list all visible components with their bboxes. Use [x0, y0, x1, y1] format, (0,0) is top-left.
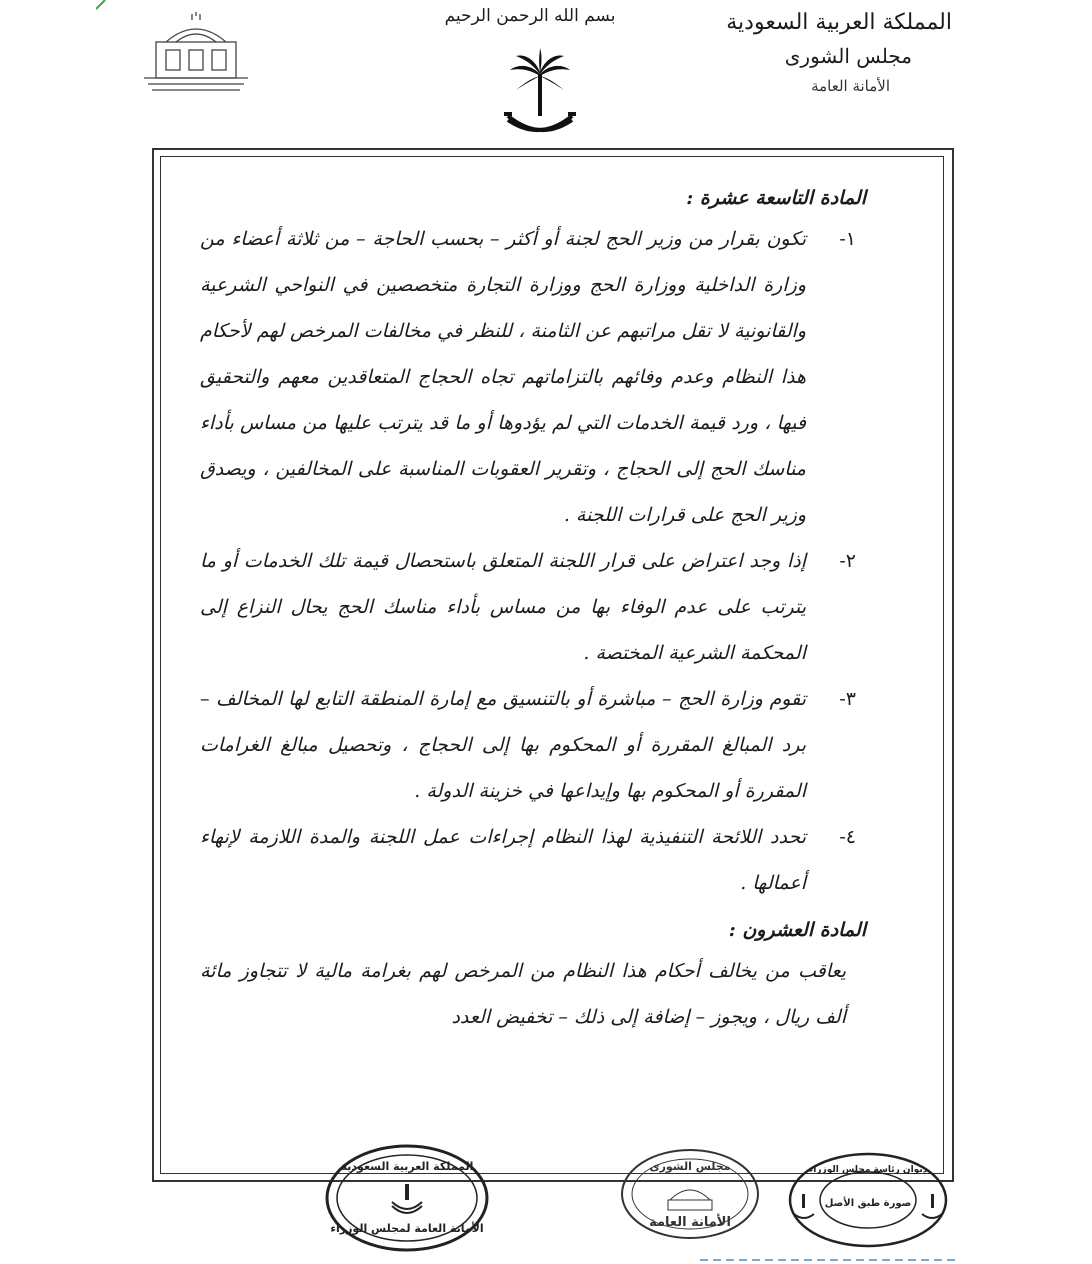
stamp-right-line2: صورة طبق الأصل	[824, 1198, 912, 1209]
true-copy-stamp	[786, 1150, 950, 1250]
palm-and-swords-emblem	[500, 46, 580, 146]
kingdom-name: المملكة العربية السعودية	[726, 10, 952, 35]
clause-text: تقوم وزارة الحج – مباشرة أو بالتنسيق مع إمارة المنطقة التابع لها المخالف – برد المبالغ المقررة أو المحكوم بها إلى الحجاج ، وتحصيل مبالغ الغرامات المقررة أو المحكوم بها وإيداعها في خزينة الدولة .	[200, 688, 806, 802]
building-logo	[136, 12, 256, 98]
stamp-right-line1: ديوان رئاسة مجلس الوزراء	[808, 1165, 928, 1175]
corner-mark	[96, 0, 116, 10]
stamp-middle-line1: مجلس الشورى	[649, 1160, 731, 1173]
council-name: مجلس الشورى	[784, 44, 912, 68]
article-19-clause-2	[200, 538, 866, 676]
bottom-print-strip	[700, 1254, 960, 1264]
clause-text: تحدد اللائحة التنفيذية لهذا النظام إجراءات عمل اللجنة والمدة اللازمة لإنهاء أعمالها .	[200, 826, 806, 894]
article-20-heading: المادة العشرون :	[728, 919, 866, 941]
article-20-text: يعاقب من يخالف أحكام هذا النظام من المرخص لهم بغرامة مالية لا تتجاوز مائة ألف ريال ، ويجوز – إضافة إلى ذلك – تخفيض العدد	[200, 960, 846, 1028]
stamp-middle-line2: الأمانة العامة	[649, 1215, 731, 1230]
secretariat-name: الأمانة العامة	[811, 77, 890, 95]
article-19-clause-4	[200, 814, 866, 906]
clause-number: ١-	[839, 228, 856, 250]
article-19-heading: المادة التاسعة عشرة :	[686, 187, 866, 209]
clause-number: ٢-	[839, 550, 856, 572]
shura-council-stamp	[618, 1144, 762, 1244]
clause-text: تكون بقرار من وزير الحج لجنة أو أكثر – بحسب الحاجة – من ثلاثة أعضاء من وزارة الداخلية ووزارة الحج ووزارة التجارة متخصصين في النواحي الشرعية والقانونية لا تقل مراتبهم عن الثامنة ، للنظر في مخالفات المرخص لهم لأحكام هذا النظام وعدم وفائهم بالتزاماتهم تجاه الحجاج المتعاقدين معهم والتحقيق فيها ، ورد قيمة الخدمات التي لم يؤدوها أو ما قد يترتب عليها من مساس بأداء مناسك الحج إلى الحجاج ، وتقرير العقوبات المناسبة على المخالفين ، ويصدق وزير الحج على قرارات اللجنة .	[200, 228, 806, 526]
clause-number: ٣-	[839, 688, 856, 710]
letterhead	[712, 6, 952, 100]
document-body	[200, 180, 866, 1040]
stamp-left-line1: المملكة العربية السعودية	[340, 1160, 474, 1173]
article-19-clause-1	[200, 216, 866, 538]
basmala: بسم الله الرحمن الرحيم	[444, 6, 616, 26]
secretariat-council-of-ministers-stamp	[322, 1140, 492, 1260]
stamp-left-line2: الأمانة العامة لمجلس الوزراء	[330, 1222, 484, 1235]
clause-number: ٤-	[839, 826, 856, 848]
clause-text: إذا وجد اعتراض على قرار اللجنة المتعلق باستحصال قيمة تلك الخدمات أو ما يترتب على عدم الوفاء بها من مساس بأداء مناسك الحج يحال النزاع إلى المحكمة الشرعية المختصة .	[200, 550, 806, 664]
article-19-clause-3	[200, 676, 866, 814]
